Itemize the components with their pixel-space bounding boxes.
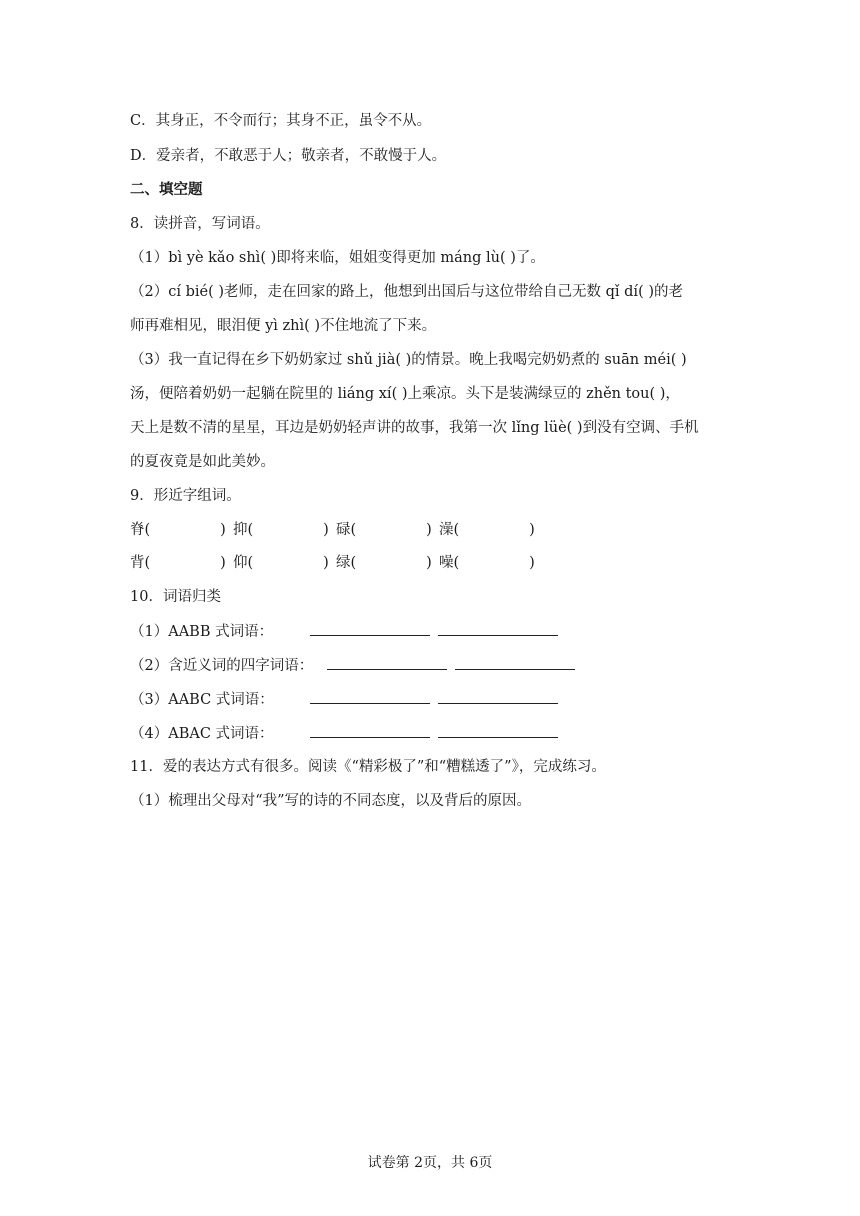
q8-part3-line4: 的夏夜竟是如此美妙。: [130, 454, 275, 470]
char-item: 噪( ): [439, 555, 535, 571]
char-item: 碌( ): [336, 522, 432, 538]
q9-title: 9．形近字组词。: [130, 488, 241, 504]
q8-title: 8．读拼音，写词语。: [130, 216, 270, 232]
q10-item1: （1）AABB 式词语：: [130, 621, 566, 642]
q9-row2: [130, 553, 542, 573]
q8-part2-line1: （2）cí bié( )老师，走在回家的路上，他想到出国后与这位带给自己无数 qǐ dí( )的老: [130, 284, 683, 300]
q10-item2: （2）含近义词的四字词语：: [130, 655, 583, 676]
option-d: D．爱亲者，不敢恶于人；敬亲者，不敢慢于人。: [130, 148, 447, 164]
option-c: C．其身正，不令而行；其身不正，虽令不从。: [130, 113, 432, 129]
q10-item3: （3）AABC 式词语：: [130, 689, 566, 710]
answer-blank: [327, 655, 447, 670]
q8-part3-line3: 天上是数不清的星星，耳边是奶奶轻声讲的故事，我第一次 lǐng lüè( )到没有空调、手机: [130, 420, 699, 436]
q8-part2-line2: 师再难相见，眼泪便 yì zhì( )不住地流了下来。: [130, 318, 437, 334]
q11-part1: （1）梳理出父母对“我”写的诗的不同态度，以及背后的原因。: [130, 793, 532, 809]
answer-blank: [310, 689, 430, 704]
char-item: 绿( ): [336, 555, 432, 571]
char-item: 背( ): [130, 555, 226, 571]
char-item: 脊( ): [130, 522, 226, 538]
char-item: 抑( ): [233, 522, 329, 538]
answer-blank: [310, 723, 430, 738]
answer-blank: [438, 689, 558, 704]
page-footer: 试卷第 2页，共 6页: [367, 1155, 493, 1171]
answer-blank: [455, 655, 575, 670]
q11-title: 11．爱的表达方式有很多。阅读《“精彩极了”和“糟糕透了”》，完成练习。: [130, 759, 606, 775]
answer-blank: [310, 621, 430, 636]
q8-part3-line1: （3）我一直记得在乡下奶奶家过 shǔ jià( )的情景。晚上我喝完奶奶煮的 suān méi( ): [130, 352, 687, 368]
q10-item4: （4）ABAC 式词语：: [130, 723, 566, 744]
answer-blank: [438, 723, 558, 738]
char-item: 仰( ): [233, 555, 329, 571]
q8-part3-line2: 汤，便陪着奶奶一起躺在院里的 liáng xí( )上乘凉。头下是装满绿豆的 zhěn tou( )，: [130, 386, 680, 402]
q9-row1: [130, 520, 542, 540]
q10-title: 10．词语归类: [130, 589, 221, 605]
char-item: 澡( ): [439, 522, 535, 538]
q8-part1: （1）bì yè kǎo shì( )即将来临，姐姐变得更加 máng lù( )了。: [130, 250, 545, 266]
section-title: 二、填空题: [130, 181, 203, 198]
answer-blank: [438, 621, 558, 636]
